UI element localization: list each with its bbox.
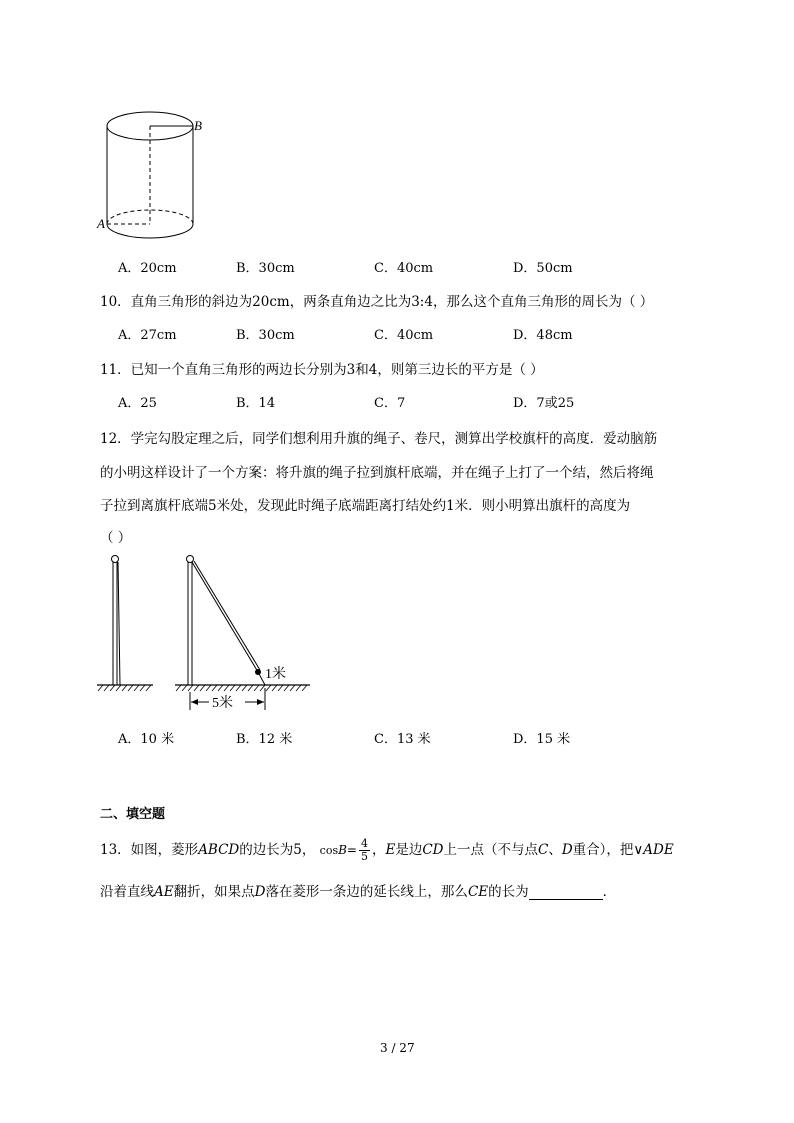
label-five-meters: 5米 [212,696,233,711]
section-2-title: 二、填空题 [100,807,166,822]
label-b: B [194,118,202,133]
cylinder-bottom-front [107,224,193,238]
answer-blank[interactable] [529,885,603,900]
q9-option-b: B．30cm [236,261,295,276]
page-number: 3 / 27 [380,1041,415,1055]
segment-ce: CE [467,884,489,900]
q11-option-b: B．14 [236,396,276,411]
rope-line-2 [194,561,260,670]
q12-line-2: 的小明这样设计了一个方案：将升旗的绳子拉到旗杆底端，并在绳子上打了一个结，然后将绳 [100,465,654,481]
rope-end [258,672,265,685]
q13-text-e: 重合），把 [572,842,634,858]
q12-option-c: C．13 米 [374,732,431,747]
q11-option-d: D．7或25 [513,396,575,411]
q13-text-b: 的边长为5， [239,842,316,858]
fraction-denominator: 5 [360,850,368,863]
q9-option-d: D．50cm [513,261,573,276]
q13-text-c: 是边 [395,842,423,858]
triangle-ade: ∨ADE [633,842,674,858]
fraction-numerator: 4 [360,837,368,850]
flagpole-figure [95,550,325,720]
point-d: D [561,842,573,858]
q13-text-d: 上一点（不与点 [443,842,538,858]
q12-line-4: （ ） [100,530,132,546]
left-pole-knob [112,556,119,563]
q13-sep: 、 [548,842,562,858]
point-c: C [538,842,549,858]
cylinder-figure [95,110,205,240]
dimension-arrow-left [191,699,198,705]
q13-text-a: 13．如图，菱形 [100,842,199,858]
q13-end: ． [602,884,617,900]
q13-text-g: 翻折，如果点 [173,884,255,900]
line-ae: AE [154,884,174,900]
q12-line-1: 12．学完勾股定理之后，同学们想利用升旗的绳子、卷尺，测算出学校旗杆的高度．爱动脑筋 [100,431,658,447]
label-one-meter: 1米 [265,667,286,682]
q10-option-d: D．48cm [513,328,573,343]
dimension-arrow-right [257,699,264,705]
equals-sign: = [346,843,357,857]
q12-option-a: A．10 米 [118,732,175,747]
point-e: E [385,842,396,858]
side-cd: CD [422,842,444,858]
q9-option-c: C．40cm [374,261,434,276]
q12-option-d: D．15 米 [513,732,571,747]
q12-option-b: B．12 米 [236,732,293,747]
q10-option-c: C．40cm [374,328,434,343]
label-a: A [97,216,105,231]
right-pole-knob [187,556,194,563]
q13-line-1 [100,838,674,874]
rhombus-abcd: ABCD [198,842,240,858]
q12-line-3: 子拉到离旗杆底端5米处，发现此时绳子底端距离打结处约1米．则小明算出旗杆的高度为 [100,498,631,514]
q10-option-a: A．27cm [118,328,177,343]
q13-text-h: 落在菱形一条边的延长线上，那么 [265,884,468,900]
q13-text-i: 的长为 [488,884,529,900]
q13-comma: ， [371,842,386,858]
fraction-four-fifths [359,838,370,863]
q13-line-2 [100,880,616,900]
q10-option-b: B．30cm [236,328,295,343]
left-pole-rope [118,562,120,685]
q11-option-c: C．7 [374,396,406,411]
q13-text-f: 沿着直线 [100,884,154,900]
angle-b: B [338,843,347,857]
q10-text: 10．直角三角形的斜边为20cm，两条直角边之比为3:4，那么这个直角三角形的周长为（ ） [100,294,654,310]
cos-symbol: cos [319,844,339,857]
point-d-2: D [254,884,266,900]
q9-option-a: A．20cm [118,261,177,276]
q11-option-a: A．25 [118,396,157,411]
right-ground-hatch [176,685,307,691]
rope-line-1 [192,562,258,672]
left-ground-hatch [98,685,151,691]
q11-text: 11．已知一个直角三角形的两边长分别为3和4，则第三边长的平方是（ ） [100,362,544,378]
